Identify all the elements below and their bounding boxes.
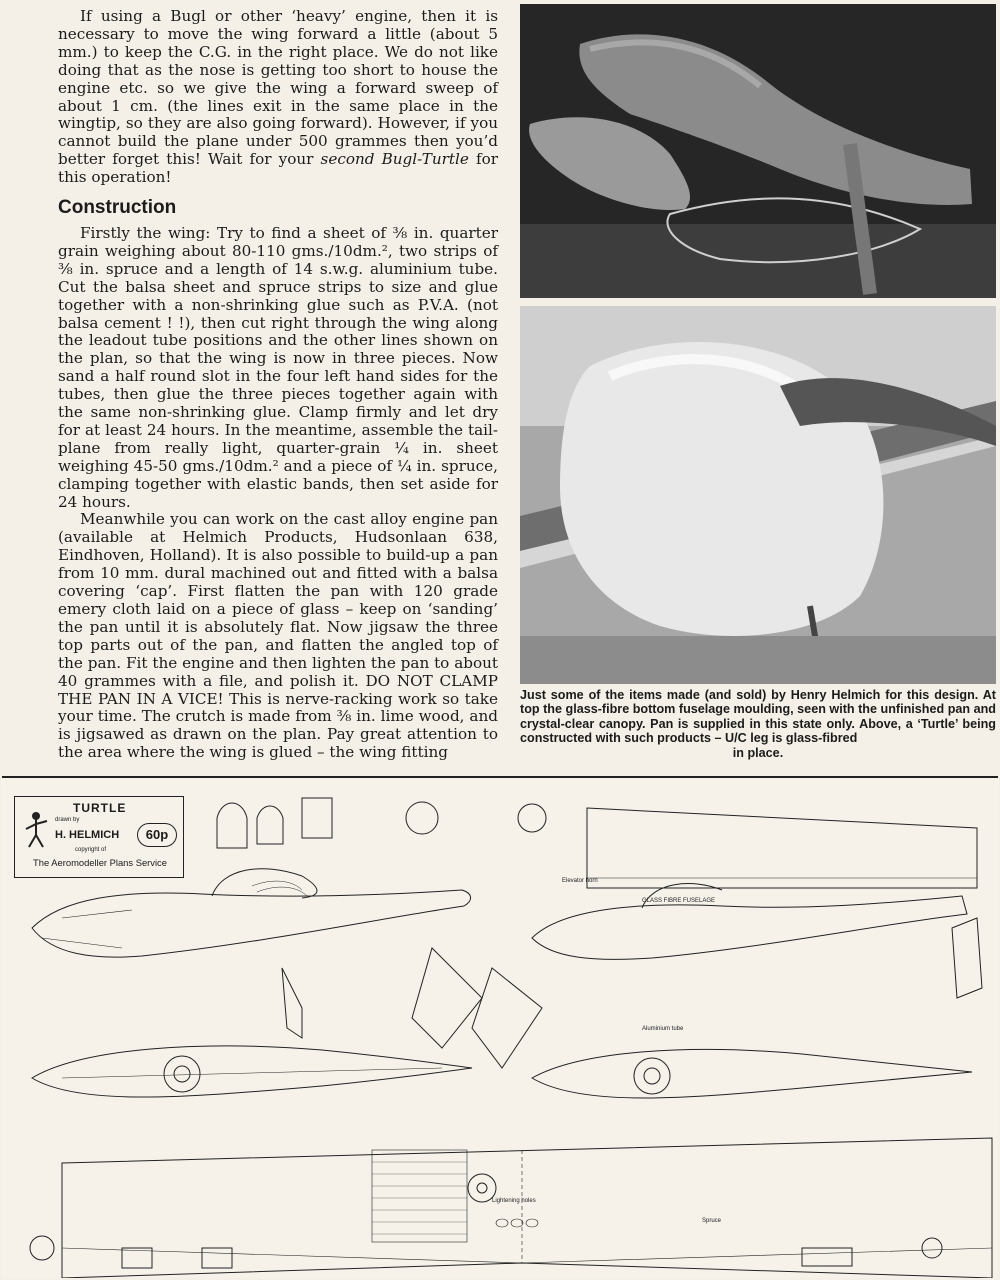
caption-last-line: in place. <box>732 745 784 760</box>
crutch-part-1 <box>282 968 302 1038</box>
fuselage-side-right <box>532 896 967 959</box>
tailplane <box>587 808 977 888</box>
paragraph-1-italic: second Bugl-Turtle <box>320 150 469 169</box>
label-aluminium-tube: Aluminium tube <box>642 1026 684 1032</box>
photo-moulding-drawing <box>520 4 996 298</box>
crutch-part-2 <box>412 948 482 1048</box>
fuselage-side-left <box>32 890 471 957</box>
photo-construction-drawing <box>520 306 996 684</box>
engine-mount-left <box>164 1056 200 1092</box>
photo-moulding <box>520 4 996 298</box>
fuselage-top-left <box>32 1046 472 1097</box>
formers <box>217 798 546 848</box>
plan-title-block <box>14 796 184 878</box>
label-lightening-holes: Lightening holes <box>492 1198 536 1204</box>
plan-title: TURTLE <box>73 801 127 815</box>
plan-price: 60p <box>137 823 177 847</box>
label-elevator-horn: Elevator horn <box>562 878 598 884</box>
caption-text: Just some of the items made (and sold) by Henry Helmich for this design. At top the glass-fibre bottom fuselage moulding, seen with the unfinished pan and crystal-clear canopy. Pan is supplied in this state only. Above, a ‘Turtle’ being constructed with such products – U/C leg is glass-fibred <box>520 688 996 746</box>
crutch-part-3 <box>472 968 542 1068</box>
photo-construction <box>520 306 996 684</box>
model-plan <box>2 776 998 1278</box>
paragraph-2: Firstly the wing: Try to find a sheet of ⅜ in. quarter grain weighing about 80-110 gms./10dm.², two strips of ⅜ in. spruce and a length of 14 s.w.g. aluminium tube. Cut the balsa sheet and spruce strips to size and glue together with a non-shrinking glue such as P.V.A. (not balsa cement ! !), then cut right through the wing along the leadout tube positions and the other lines shown on the plan, so that the wing is now in three pieces. Now sand a half round slot in the four left hand sides for the tubes, then glue the three pieces together again with the same non-shrinking glue. Clamp firmly and let dry for at least 24 hours. In the meantime, assemble the tail-plane from really light, quarter-grain ¼ in. sheet weighing 45-50 gms./10dm.² and a piece of ¼ in. spruce, clamping together with elastic bands, then set aside for 24 hours. <box>58 223 498 511</box>
paragraph-1-text: If using a Bugl or other ‘heavy’ engine, then it is necessary to move the wing forward a little (about 5 mm.) to keep the C.G. in the right place. We do not like doing that as the nose is getting too short to house the engine etc. so we give the wing a forward sweep of about 1 cm. (the lines exit in the same place in the wingtip, so they are also going forward). However, if you cannot build the plane under 500 grammes then you’d better forget this! Wait for your <box>58 7 498 169</box>
plan-drawn-by: drawn by <box>55 817 80 823</box>
label-spruce: Spruce <box>702 1218 722 1224</box>
label-glass-fibre: GLASS FIBRE FUSELAGE <box>642 898 716 904</box>
plan-designer: H. HELMICH <box>55 829 120 841</box>
paragraph-3: Meanwhile you can work on the cast alloy engine pan (available at Helmich Products, Hudsonlaan 638, Eindhoven, Holland). It is also possible to build-up a pan from 10 mm. dural machined out and fitted with a balsa covering ‘cap’. First flatten the pan with 120 grade emery cloth laid on a piece of glass – keep on ‘sanding’ the pan until it is absolutely flat. Now jigsaw the three top parts out of the pan, and flatten the angled top of the pan. Fit the engine and then lighten the pan to about 40 grammes with a file, and polish it. DO NOT CLAMP THE PAN IN A VICE! This is nerve-racking work so take your time. The crutch is made from ⅜ in. lime wood, and is jigsawed as drawn on the plan. Pay great attention to the area where the wing is glued – the wing fitting <box>58 510 498 762</box>
photo-caption <box>520 688 996 760</box>
fin <box>952 918 982 998</box>
section-heading: Construction <box>58 197 177 219</box>
plan-copyright: copyright of <box>75 847 107 853</box>
article-text <box>58 8 498 762</box>
flyer-figure-icon <box>23 809 49 849</box>
paragraph-1 <box>58 8 498 187</box>
paragraph-1-end: for this operation! <box>58 150 499 187</box>
plan-service: The Aeromodeller Plans Service <box>33 857 167 868</box>
canopy-side <box>212 869 317 898</box>
fuselage-top-right <box>532 1049 972 1098</box>
